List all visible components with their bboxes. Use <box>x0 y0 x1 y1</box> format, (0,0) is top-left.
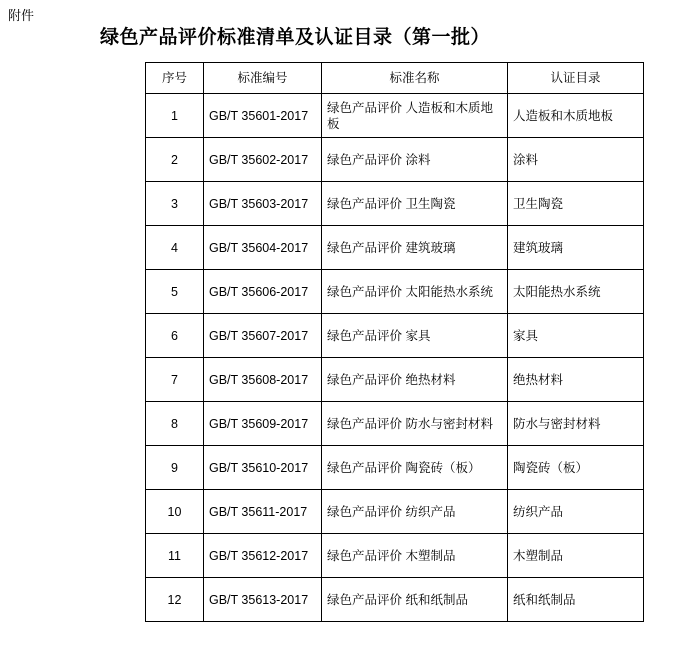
cell-name: 绿色产品评价 防水与密封材料 <box>322 402 508 446</box>
cell-category: 绝热材料 <box>508 358 644 402</box>
cell-no: 7 <box>146 358 204 402</box>
column-header-category: 认证目录 <box>508 63 644 94</box>
cell-code: GB/T 35604-2017 <box>204 226 322 270</box>
cell-category: 纸和纸制品 <box>508 578 644 622</box>
cell-category: 太阳能热水系统 <box>508 270 644 314</box>
column-header-no: 序号 <box>146 63 204 94</box>
cell-name: 绿色产品评价 太阳能热水系统 <box>322 270 508 314</box>
cell-name: 绿色产品评价 人造板和木质地板 <box>322 94 508 138</box>
attachment-label: 附件 <box>8 8 35 23</box>
table-row <box>146 446 644 490</box>
cell-code: GB/T 35606-2017 <box>204 270 322 314</box>
table-row <box>146 534 644 578</box>
cell-name: 绿色产品评价 纸和纸制品 <box>322 578 508 622</box>
cell-code: GB/T 35608-2017 <box>204 358 322 402</box>
cell-no: 2 <box>146 138 204 182</box>
table-row <box>146 226 644 270</box>
cell-code: GB/T 35610-2017 <box>204 446 322 490</box>
cell-code: GB/T 35603-2017 <box>204 182 322 226</box>
table-row <box>146 182 644 226</box>
cell-no: 4 <box>146 226 204 270</box>
column-header-code: 标准编号 <box>204 63 322 94</box>
cell-name: 绿色产品评价 木塑制品 <box>322 534 508 578</box>
cell-name: 绿色产品评价 陶瓷砖（板） <box>322 446 508 490</box>
cell-no: 10 <box>146 490 204 534</box>
cell-category: 防水与密封材料 <box>508 402 644 446</box>
table-row <box>146 314 644 358</box>
cell-no: 3 <box>146 182 204 226</box>
cell-category: 纺织产品 <box>508 490 644 534</box>
table-row <box>146 138 644 182</box>
table-row <box>146 402 644 446</box>
standards-table <box>145 62 644 622</box>
cell-name: 绿色产品评价 纺织产品 <box>322 490 508 534</box>
cell-no: 8 <box>146 402 204 446</box>
column-header-name: 标准名称 <box>322 63 508 94</box>
table-body <box>146 94 644 622</box>
cell-category: 人造板和木质地板 <box>508 94 644 138</box>
cell-category: 木塑制品 <box>508 534 644 578</box>
cell-code: GB/T 35613-2017 <box>204 578 322 622</box>
cell-no: 12 <box>146 578 204 622</box>
cell-category: 涂料 <box>508 138 644 182</box>
table-row <box>146 358 644 402</box>
cell-category: 陶瓷砖（板） <box>508 446 644 490</box>
cell-name: 绿色产品评价 绝热材料 <box>322 358 508 402</box>
cell-name: 绿色产品评价 涂料 <box>322 138 508 182</box>
page-title: 绿色产品评价标准清单及认证目录（第一批） <box>100 27 491 48</box>
cell-code: GB/T 35609-2017 <box>204 402 322 446</box>
cell-name: 绿色产品评价 卫生陶瓷 <box>322 182 508 226</box>
table-header <box>146 63 644 94</box>
cell-no: 6 <box>146 314 204 358</box>
cell-no: 11 <box>146 534 204 578</box>
cell-code: GB/T 35607-2017 <box>204 314 322 358</box>
cell-code: GB/T 35612-2017 <box>204 534 322 578</box>
cell-no: 1 <box>146 94 204 138</box>
cell-no: 9 <box>146 446 204 490</box>
cell-category: 卫生陶瓷 <box>508 182 644 226</box>
cell-code: GB/T 35601-2017 <box>204 94 322 138</box>
cell-category: 建筑玻璃 <box>508 226 644 270</box>
cell-category: 家具 <box>508 314 644 358</box>
table-row <box>146 270 644 314</box>
table-row <box>146 578 644 622</box>
table-header-row <box>146 63 644 94</box>
cell-code: GB/T 35611-2017 <box>204 490 322 534</box>
table-row <box>146 490 644 534</box>
cell-name: 绿色产品评价 建筑玻璃 <box>322 226 508 270</box>
table-row <box>146 94 644 138</box>
standards-table-container <box>145 62 643 622</box>
cell-no: 5 <box>146 270 204 314</box>
cell-code: GB/T 35602-2017 <box>204 138 322 182</box>
cell-name: 绿色产品评价 家具 <box>322 314 508 358</box>
